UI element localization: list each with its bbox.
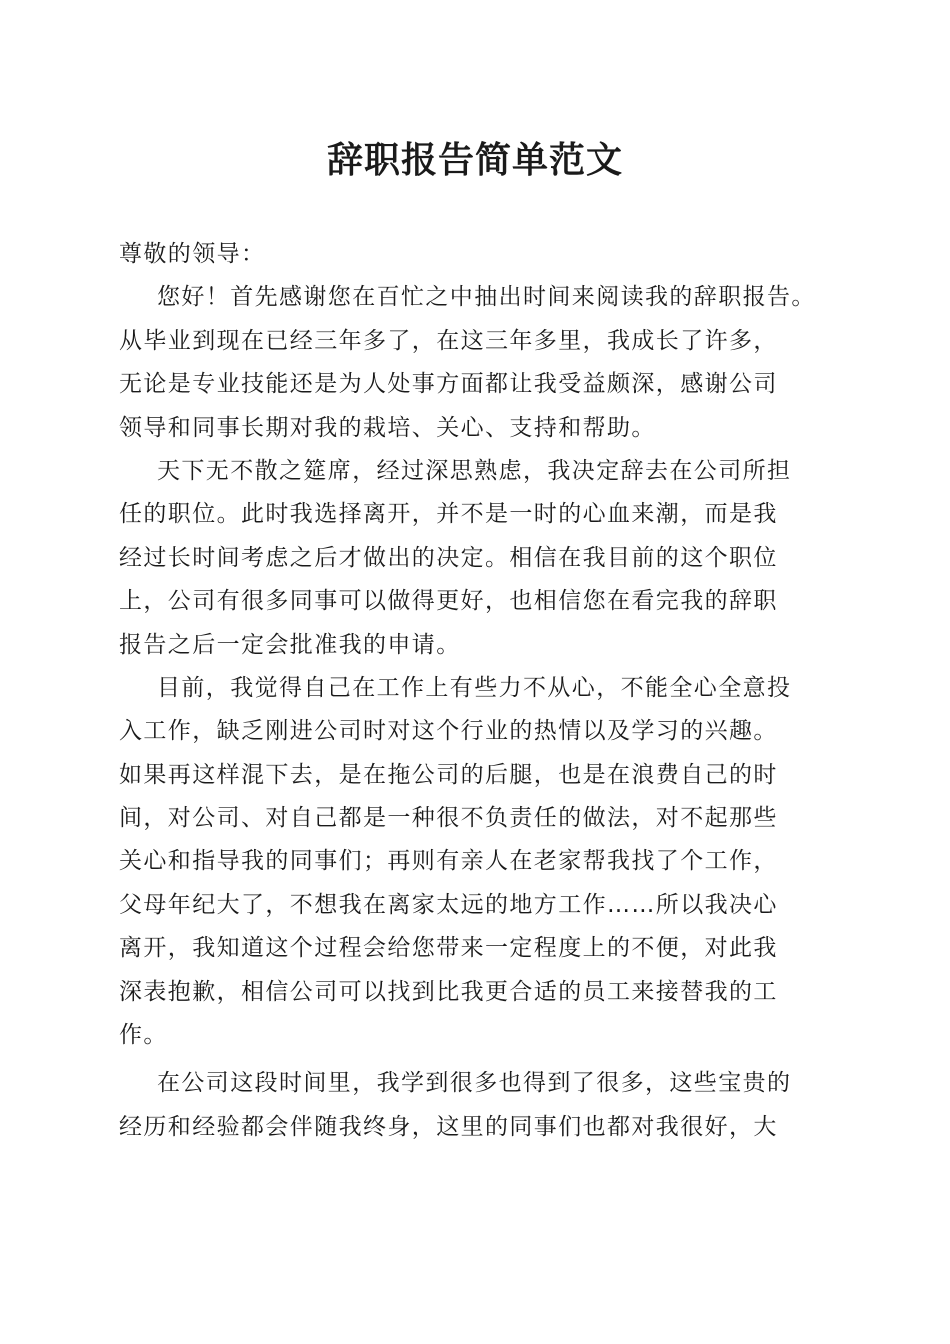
paragraph-line: 如果再这样混下去，是在拖公司的后腿，也是在浪费自己的时 [119,761,778,788]
paragraph-line: 离开，我知道这个过程会给您带来一定程度上的不便，对此我 [119,935,778,962]
paragraph-line: 从毕业到现在已经三年多了，在这三年多里，我成长了许多， [119,327,778,354]
document-body [119,233,831,1149]
document-title: 辞职报告简单范文 [326,139,623,181]
paragraph-line: 您好！首先感谢您在百忙之中抽出时间来阅读我的辞职报告。 [157,284,816,311]
paragraph-line: 领导和同事长期对我的栽培、关心、支持和帮助。 [119,414,656,441]
paragraph-line: 深表抱歉，相信公司可以找到比我更合适的员工来接替我的工 [119,978,778,1005]
paragraph-line: 父母年纪大了，不想我在离家太远的地方工作……所以我决心 [119,891,778,918]
paragraph-1 [119,276,831,450]
paragraph-line: 目前，我觉得自己在工作上有些力不从心，不能全心全意投 [157,674,792,701]
paragraph-line: 天下无不散之筵席，经过深思熟虑，我决定辞去在公司所担 [157,457,792,484]
paragraph-4 [119,1062,831,1149]
paragraph-line: 间，对公司、对自己都是一种很不负责任的做法，对不起那些 [119,805,778,832]
paragraph-2 [119,450,831,667]
paragraph-line: 作。 [119,1022,168,1049]
paragraph-line: 上，公司有很多同事可以做得更好，也相信您在看完我的辞职 [119,588,778,615]
paragraph-line: 经历和经验都会伴随我终身，这里的同事们也都对我很好，大 [119,1113,778,1140]
paragraph-line: 无论是专业技能还是为人处事方面都让我受益颇深，感谢公司 [119,371,778,398]
paragraph-line: 报告之后一定会批准我的申请。 [119,631,461,658]
paragraph-line: 关心和指导我的同事们；再则有亲人在老家帮我找了个工作， [119,848,778,875]
paragraph-3 [119,667,831,1058]
paragraph-line: 入工作，缺乏刚进公司时对这个行业的热情以及学习的兴趣。 [119,718,778,745]
paragraph-line: 经过长时间考虑之后才做出的决定。相信在我目前的这个职位 [119,544,778,571]
salutation: 尊敬的领导： [119,241,266,267]
paragraph-line: 在公司这段时间里，我学到很多也得到了很多，这些宝贵的 [157,1070,792,1097]
paragraph-line: 任的职位。此时我选择离开，并不是一时的心血来潮，而是我 [119,501,778,528]
